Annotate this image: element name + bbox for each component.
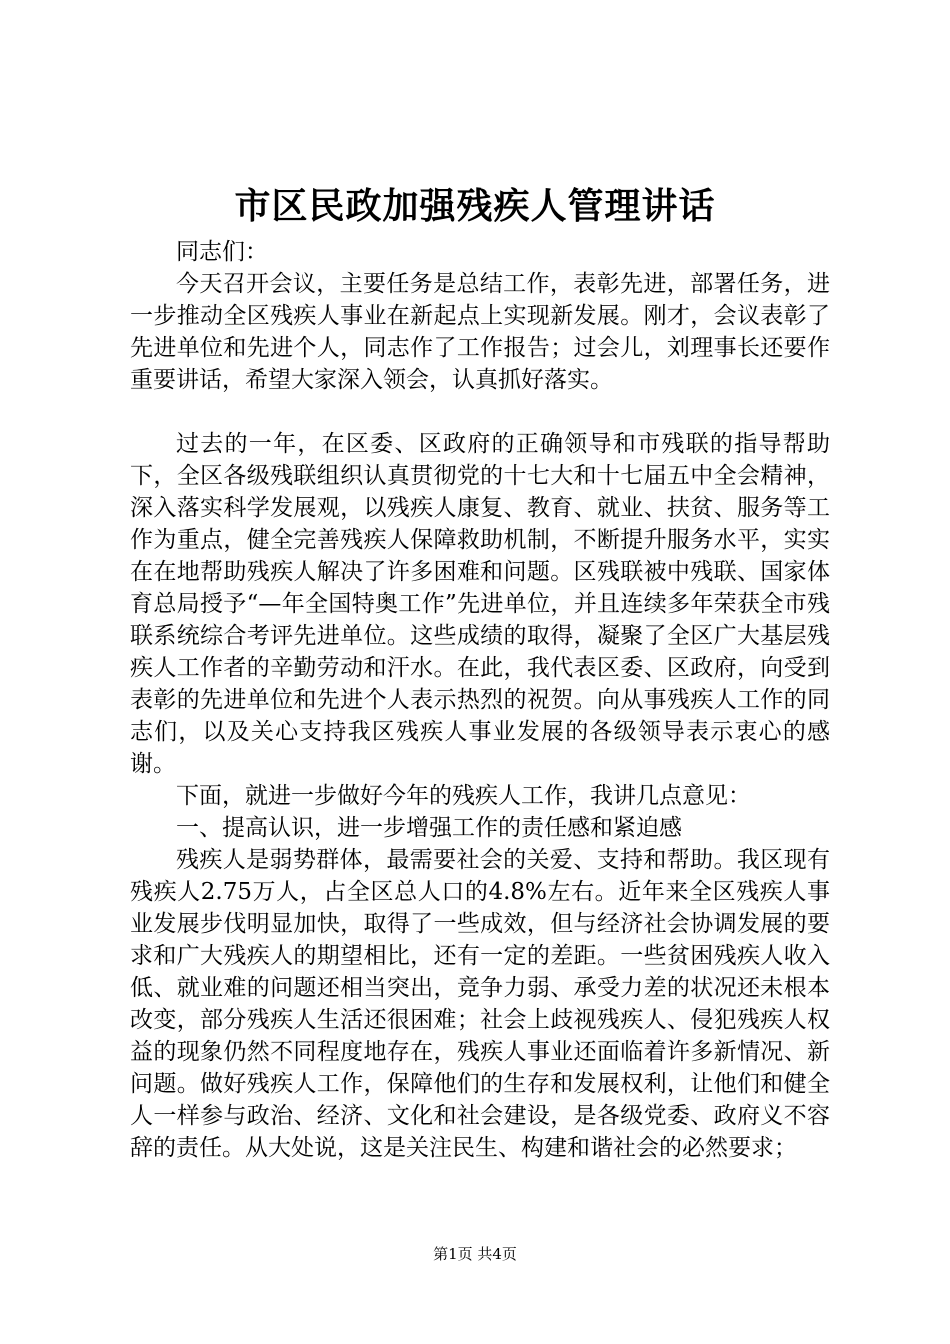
document-title: 市区民政加强残疾人管理讲话 xyxy=(234,185,716,227)
salutation: 同志们： xyxy=(176,239,268,265)
paragraph-transition: 下面，就进一步做好今年的残疾人工作，我讲几点意见： xyxy=(176,783,751,809)
page-number-footer: 第1页 共4页 xyxy=(433,1245,517,1263)
paragraph-opening: 今天召开会议，主要任务是总结工作，表彰先进，部署任务，进一步推动全区残疾人事业在新起点上实现新发展。刚才，会议表彰了先进单位和先进个人，同志作了工作报告；过会儿，刘理事长还要作重要讲话，希望大家深入领会，认真抓好落实。 xyxy=(130,271,830,393)
paragraph-section-1: 残疾人是弱势群体，最需要社会的关爱、支持和帮助。我区现有残疾人2.75万人，占全区总人口的4.8%左右。近年来全区残疾人事业发展步伐明显加快，取得了一些成效，但与经济社会协调发展的要求和广大残疾人的期望相比，还有一定的差距。一些贫困残疾人收入低、就业难的问题还相当突出，竞争力弱、承受力差的状况还未根本改变，部分残疾人生活还很困难；社会上歧视残疾人、侵犯残疾人权益的现象仍然不同程度地存在，残疾人事业还面临着许多新情况、新问题。做好残疾人工作，保障他们的生存和发展权利，让他们和健全人一样参与政治、经济、文化和社会建设，是各级党委、政府义不容辞的责任。从大处说，这是关注民生、构建和谐社会的必然要求； xyxy=(130,847,830,1161)
paragraph-achievements: 过去的一年，在区委、区政府的正确领导和市残联的指导帮助下，全区各级残联组织认真贯彻党的十七大和十七届五中全会精神，深入落实科学发展观，以残疾人康复、教育、就业、扶贫、服务等工作为重点，健全完善残疾人保障救助机制，不断提升服务水平，实实在在地帮助残疾人解决了许多困难和问题。区残联被中残联、国家体育总局授予“—年全国特奥工作”先进单位，并且连续多年荣获全市残联系统综合考评先进单位。这些成绩的取得，凝聚了全区广大基层残疾人工作者的辛勤劳动和汗水。在此，我代表区委、区政府，向受到表彰的先进单位和先进个人表示热烈的祝贺。向从事残疾人工作的同志们，以及关心支持我区残疾人事业发展的各级领导表示衷心的感谢。 xyxy=(130,431,830,777)
document-body xyxy=(130,236,830,1164)
section-heading-1: 一、提高认识，进一步增强工作的责任感和紧迫感 xyxy=(176,815,682,841)
